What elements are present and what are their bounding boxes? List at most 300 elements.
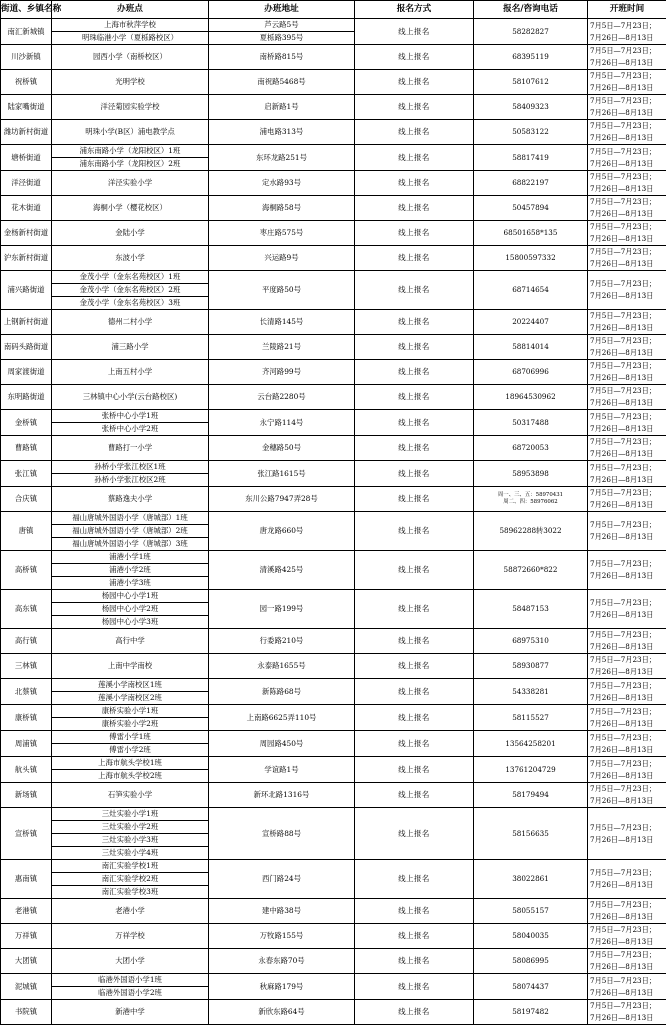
town-cell: 三林镇 [1,654,52,679]
address-cell: 新环北路1316号 [209,783,355,808]
method-cell: 线上报名 [355,410,474,436]
method-cell: 线上报名 [355,899,474,924]
time-cell [588,590,666,629]
site-cell: 三灶实验小学2班 [52,821,209,834]
site-cell: 三灶实验小学1班 [52,808,209,821]
town-cell: 祝桥镇 [1,70,52,95]
method-cell: 线上报名 [355,221,474,246]
site-cell: 光明学校 [52,70,209,95]
site-cell: 临港外国语小学2班 [52,987,209,1000]
time-line-1: 7月5日—7月23日； [590,196,666,208]
method-cell: 线上报名 [355,246,474,271]
address-cell: 行委路210号 [209,629,355,654]
phone-cell: 13761204729 [474,757,588,783]
time-cell [588,95,666,120]
time-cell [588,120,666,145]
town-cell: 川沙新镇 [1,45,52,70]
address-cell: 夏栎路395号 [209,32,355,45]
time-line-2: 7月26日—8月13日 [590,718,666,730]
table-row [1,512,666,525]
time-cell [588,436,666,461]
table-row [1,757,666,770]
town-cell: 南汇新城镇 [1,19,52,45]
table-row [1,95,666,120]
address-cell: 浦电路313号 [209,120,355,145]
table-row [1,310,666,335]
table-row [1,590,666,603]
time-cell [588,70,666,95]
time-line-1: 7月5日—7月23日； [590,924,666,936]
time-line-1: 7月5日—7月23日； [590,519,666,531]
time-line-2: 7月26日—8月13日 [590,107,666,119]
address-cell: 东环龙路251号 [209,145,355,171]
time-line-1: 7月5日—7月23日； [590,436,666,448]
time-line-2: 7月26日—8月13日 [590,1012,666,1024]
time-cell [588,705,666,731]
site-cell: 莲溪小学南校区2班 [52,692,209,705]
site-cell: 明珠小学(B区）浦电教学点 [52,120,209,145]
phone-cell: 58487153 [474,590,588,629]
town-cell: 洋泾街道 [1,171,52,196]
time-line-2: 7月26日—8月13日 [590,641,666,653]
method-cell: 线上报名 [355,808,474,860]
table-row [1,221,666,246]
method-cell: 线上报名 [355,461,474,487]
site-cell: 上海市秋萍学校 [52,19,209,32]
time-cell [588,654,666,679]
method-cell: 线上报名 [355,654,474,679]
table-row [1,70,666,95]
time-line-2: 7月26日—8月13日 [590,770,666,782]
phone-cell: 58817419 [474,145,588,171]
method-cell: 线上报名 [355,19,474,45]
time-line-1: 7月5日—7月23日； [590,360,666,372]
phone-cell: 58115527 [474,705,588,731]
phone-cell: 68714654 [474,271,588,310]
time-line-2: 7月26日—8月13日 [590,474,666,486]
time-cell [588,924,666,949]
town-cell: 大团镇 [1,949,52,974]
time-cell [588,757,666,783]
town-cell: 周家渡街道 [1,360,52,385]
time-line-1: 7月5日—7月23日； [590,706,666,718]
address-cell: 芦云路5号 [209,19,355,32]
site-cell: 南汇实验学校2班 [52,873,209,886]
town-cell: 泥城镇 [1,974,52,1000]
method-cell: 线上报名 [355,974,474,1000]
site-cell: 上海市航头学校2班 [52,770,209,783]
address-cell: 永宁路114号 [209,410,355,436]
table-row [1,271,666,284]
time-line-1: 7月5日—7月23日； [590,70,666,82]
time-line-2: 7月26日—8月13日 [590,158,666,170]
phone-cell: 50457894 [474,196,588,221]
table-row [1,629,666,654]
address-cell: 海桐路58号 [209,196,355,221]
time-line-1: 7月5日—7月23日； [590,221,666,233]
site-cell: 蔡路逸夫小学 [52,487,209,512]
method-cell: 线上报名 [355,271,474,310]
method-cell: 线上报名 [355,731,474,757]
site-cell: 洋泾菊园实验学校 [52,95,209,120]
phone-cell: 68720053 [474,436,588,461]
time-line-2: 7月26日—8月13日 [590,183,666,195]
town-cell: 上钢新村街道 [1,310,52,335]
town-cell: 金桥镇 [1,410,52,436]
site-cell: 浦港小学1班 [52,551,209,564]
time-line-2: 7月26日—8月13日 [590,834,666,846]
time-line-1: 7月5日—7月23日； [590,120,666,132]
phone-cell: 58156635 [474,808,588,860]
header-site: 办班点 [52,1,209,19]
time-line-1: 7月5日—7月23日； [590,783,666,795]
table-row [1,385,666,410]
phone-cell [474,487,588,512]
site-cell: 南汇实验学校1班 [52,860,209,873]
table-row [1,783,666,808]
method-cell: 线上报名 [355,45,474,70]
time-cell [588,271,666,310]
site-cell: 莲溪小学南校区1班 [52,679,209,692]
time-cell [588,551,666,590]
site-cell: 张桥中心小学1班 [52,410,209,423]
phone-cell: 58197482 [474,1000,588,1025]
site-cell: 海桐小学（樱花校区） [52,196,209,221]
method-cell: 线上报名 [355,385,474,410]
address-cell: 枣庄路575号 [209,221,355,246]
site-cell: 浦东南路小学（龙阳校区）2班 [52,158,209,171]
time-line-2: 7月26日—8月13日 [590,372,666,384]
phone-cell: 58086995 [474,949,588,974]
phone-cell: 58953898 [474,461,588,487]
address-cell: 园一路199号 [209,590,355,629]
time-line-1: 7月5日—7月23日； [590,385,666,397]
time-line-2: 7月26日—8月13日 [590,448,666,460]
town-cell: 潍坊新村街道 [1,120,52,145]
town-cell: 金杨新村街道 [1,221,52,246]
time-line-2: 7月26日—8月13日 [590,531,666,543]
phone-cell: 58814014 [474,335,588,360]
time-line-1: 7月5日—7月23日； [590,146,666,158]
phone-cell: 68395119 [474,45,588,70]
time-cell [588,461,666,487]
address-cell: 永泰路1655号 [209,654,355,679]
time-cell [588,335,666,360]
phone-cell: 58930877 [474,654,588,679]
address-cell: 齐河路99号 [209,360,355,385]
time-line-2: 7月26日—8月13日 [590,936,666,948]
address-cell: 唐龙路660号 [209,512,355,551]
phone-cell: 58179494 [474,783,588,808]
address-cell: 云台路2280号 [209,385,355,410]
method-cell: 线上报名 [355,860,474,899]
town-cell: 宣桥镇 [1,808,52,860]
table-row [1,171,666,196]
site-cell: 德州二村小学 [52,310,209,335]
method-cell: 线上报名 [355,335,474,360]
time-line-1: 7月5日—7月23日； [590,975,666,987]
time-line-1: 7月5日—7月23日； [590,629,666,641]
time-line-2: 7月26日—8月13日 [590,32,666,44]
header-method: 报名方式 [355,1,474,19]
town-cell: 老港镇 [1,899,52,924]
address-cell: 宣桥路88号 [209,808,355,860]
site-cell: 石笋实验小学 [52,783,209,808]
site-cell: 孙桥小学张江校区2班 [52,474,209,487]
time-cell [588,899,666,924]
phone-cell: 58409323 [474,95,588,120]
table-row [1,679,666,692]
site-cell: 曹路打一小学 [52,436,209,461]
address-cell: 兰陵路21号 [209,335,355,360]
town-cell: 万祥镇 [1,924,52,949]
site-cell: 临港外国语小学1班 [52,974,209,987]
time-line-2: 7月26日—8月13日 [590,987,666,999]
address-cell: 兴运路9号 [209,246,355,271]
site-cell: 福山唐城外国语小学（唐城部）2班 [52,525,209,538]
town-cell: 浦兴路街道 [1,271,52,310]
time-line-2: 7月26日—8月13日 [590,258,666,270]
site-cell: 孙桥小学张江校区1班 [52,461,209,474]
time-cell [588,410,666,436]
time-line-1: 7月5日—7月23日； [590,310,666,322]
site-cell: 东波小学 [52,246,209,271]
address-cell: 新欣东路64号 [209,1000,355,1025]
time-cell [588,949,666,974]
town-cell: 合庆镇 [1,487,52,512]
table-row [1,949,666,974]
site-cell: 浦港小学3班 [52,577,209,590]
phone-cell: 20224407 [474,310,588,335]
address-cell: 张江路1615号 [209,461,355,487]
town-cell: 高行镇 [1,629,52,654]
method-cell: 线上报名 [355,196,474,221]
time-line-1: 7月5日—7月23日； [590,20,666,32]
town-cell: 陆家嘴街道 [1,95,52,120]
phone-cell: 68975310 [474,629,588,654]
time-line-1: 7月5日—7月23日； [590,95,666,107]
phone-cell: 50583122 [474,120,588,145]
phone-cell: 58282827 [474,19,588,45]
table-header [1,1,666,19]
site-cell: 康桥实验小学1班 [52,705,209,718]
method-cell: 线上报名 [355,629,474,654]
phone-cell: 58962288转3022 [474,512,588,551]
method-cell: 线上报名 [355,120,474,145]
method-cell: 线上报名 [355,360,474,385]
phone-cell: 68822197 [474,171,588,196]
site-cell: 新港中学 [52,1000,209,1025]
town-cell: 东明路街道 [1,385,52,410]
town-cell: 高桥镇 [1,551,52,590]
time-cell [588,19,666,45]
site-cell: 金陆小学 [52,221,209,246]
time-line-2: 7月26日—8月13日 [590,911,666,923]
time-line-1: 7月5日—7月23日； [590,1000,666,1012]
site-cell: 傅雷小学1班 [52,731,209,744]
header-phone: 报名/咨询电话 [474,1,588,19]
table-row [1,705,666,718]
method-cell: 线上报名 [355,949,474,974]
time-cell [588,45,666,70]
time-line-1: 7月5日—7月23日； [590,758,666,770]
time-cell [588,679,666,705]
phone-cell: 15800597332 [474,246,588,271]
site-cell: 高行中学 [52,629,209,654]
site-cell: 老港小学 [52,899,209,924]
time-line-2: 7月26日—8月13日 [590,666,666,678]
site-cell: 杨园中心小学3班 [52,616,209,629]
time-line-2: 7月26日—8月13日 [590,961,666,973]
time-line-1: 7月5日—7月23日； [590,246,666,258]
table-row [1,335,666,360]
time-cell [588,1000,666,1025]
table-row [1,246,666,271]
time-line-2: 7月26日—8月13日 [590,132,666,144]
time-line-1: 7月5日—7月23日； [590,597,666,609]
site-cell: 张桥中心小学2班 [52,423,209,436]
site-cell: 杨园中心小学1班 [52,590,209,603]
table-body [1,19,666,1025]
address-cell: 西门路24号 [209,860,355,899]
address-cell: 永春东路70号 [209,949,355,974]
table-row [1,196,666,221]
table-row [1,120,666,145]
time-cell [588,629,666,654]
town-cell: 周浦镇 [1,731,52,757]
address-cell: 东川公路7947弄28号 [209,487,355,512]
method-cell: 线上报名 [355,70,474,95]
phone-cell: 58872660*822 [474,551,588,590]
phone-cell: 58107612 [474,70,588,95]
site-cell: 金茂小学（金东名苑校区）1班 [52,271,209,284]
address-cell: 定水路93号 [209,171,355,196]
method-cell: 线上报名 [355,487,474,512]
town-cell: 花木街道 [1,196,52,221]
time-line-1: 7月5日—7月23日； [590,462,666,474]
time-line-2: 7月26日—8月13日 [590,879,666,891]
time-line-1: 7月5日—7月23日； [590,171,666,183]
site-cell: 万祥学校 [52,924,209,949]
town-cell: 南码头路街道 [1,335,52,360]
time-cell [588,487,666,512]
town-cell: 惠南镇 [1,860,52,899]
time-cell [588,974,666,1000]
header-time: 开班时间 [588,1,666,19]
time-line-2: 7月26日—8月13日 [590,347,666,359]
method-cell: 线上报名 [355,551,474,590]
site-cell: 明珠临港小学（夏栎路校区） [52,32,209,45]
phone-cell: 58055157 [474,899,588,924]
method-cell: 线上报名 [355,512,474,551]
method-cell: 线上报名 [355,310,474,335]
phone-cell: 68706996 [474,360,588,385]
time-cell [588,196,666,221]
address-cell: 周园路450号 [209,731,355,757]
phone-cell: 58040035 [474,924,588,949]
time-line-2: 7月26日—8月13日 [590,609,666,621]
address-cell: 学谊路1号 [209,757,355,783]
time-line-2: 7月26日—8月13日 [590,795,666,807]
time-cell [588,731,666,757]
phone-cell: 13564258201 [474,731,588,757]
time-cell [588,512,666,551]
table-row [1,45,666,70]
address-cell: 建中路38号 [209,899,355,924]
site-cell: 福山唐城外国语小学（唐城部）1班 [52,512,209,525]
site-cell: 三灶实验小学3班 [52,834,209,847]
site-cell: 浦东南路小学（龙阳校区）1班 [52,145,209,158]
time-line-1: 7月5日—7月23日； [590,899,666,911]
time-line-1: 7月5日—7月23日； [590,45,666,57]
site-cell: 三灶实验小学4班 [52,847,209,860]
time-cell [588,171,666,196]
town-cell: 康桥镇 [1,705,52,731]
time-line-1: 7月5日—7月23日； [590,949,666,961]
site-cell: 傅雷小学2班 [52,744,209,757]
site-cell: 上南五村小学 [52,360,209,385]
method-cell: 线上报名 [355,924,474,949]
header-town: 街道、乡镇名称 [1,1,52,19]
address-cell: 秋麻路179号 [209,974,355,1000]
address-cell: 清溪路425号 [209,551,355,590]
time-line-2: 7月26日—8月13日 [590,499,666,511]
site-cell: 上海市航头学校1班 [52,757,209,770]
table-row [1,899,666,924]
time-line-2: 7月26日—8月13日 [590,692,666,704]
method-cell: 线上报名 [355,95,474,120]
town-cell: 唐镇 [1,512,52,551]
method-cell: 线上报名 [355,436,474,461]
town-cell: 新场镇 [1,783,52,808]
phone-line: 周二、四：58976062 [474,499,587,506]
table-row [1,145,666,158]
time-line-2: 7月26日—8月13日 [590,82,666,94]
site-cell: 上南中学南校 [52,654,209,679]
time-line-2: 7月26日—8月13日 [590,290,666,302]
method-cell: 线上报名 [355,590,474,629]
time-cell [588,783,666,808]
method-cell: 线上报名 [355,757,474,783]
address-cell: 启新路1号 [209,95,355,120]
time-cell [588,860,666,899]
time-cell [588,145,666,171]
time-cell [588,221,666,246]
time-line-2: 7月26日—8月13日 [590,423,666,435]
site-cell: 洋泾实验小学 [52,171,209,196]
time-line-2: 7月26日—8月13日 [590,208,666,220]
address-cell: 上南路6625弄110号 [209,705,355,731]
town-cell: 曹路镇 [1,436,52,461]
table-row [1,436,666,461]
time-line-1: 7月5日—7月23日； [590,732,666,744]
time-line-1: 7月5日—7月23日； [590,411,666,423]
time-cell [588,385,666,410]
time-line-1: 7月5日—7月23日； [590,487,666,499]
phone-cell: 18964530962 [474,385,588,410]
time-line-1: 7月5日—7月23日； [590,654,666,666]
site-cell: 金茂小学（金东名苑校区）2班 [52,284,209,297]
time-line-2: 7月26日—8月13日 [590,57,666,69]
table-row [1,1000,666,1025]
address-cell: 长清路145号 [209,310,355,335]
table-row [1,924,666,949]
time-cell [588,808,666,860]
method-cell: 线上报名 [355,705,474,731]
site-cell: 南汇实验学校3班 [52,886,209,899]
table-row [1,808,666,821]
town-cell: 张江镇 [1,461,52,487]
